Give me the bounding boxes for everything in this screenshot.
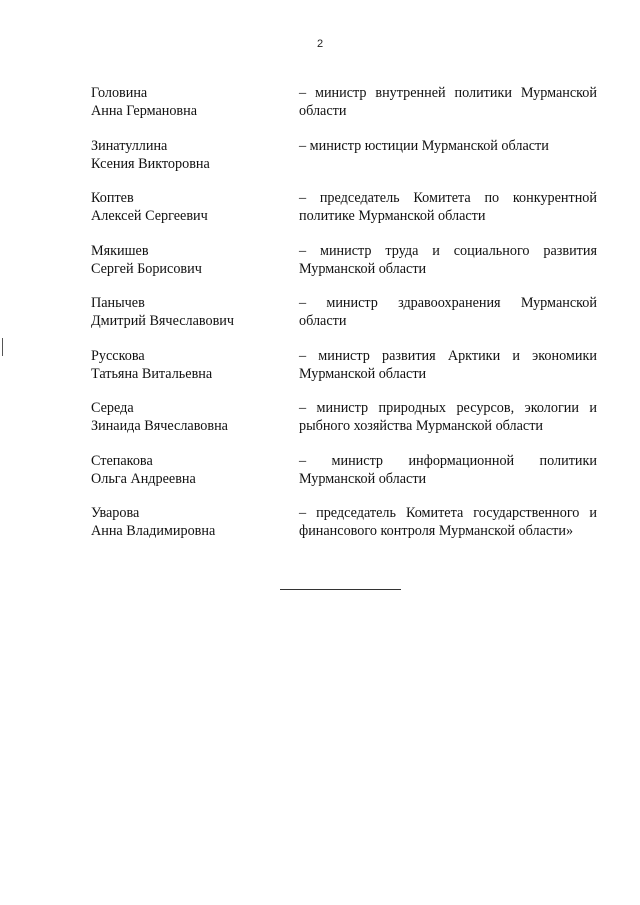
person-position: – министр информационной политики Мурманской области xyxy=(299,452,597,487)
closing-separator-line xyxy=(280,589,401,590)
person-position: – министр внутренней политики Мурманской области xyxy=(299,85,597,119)
person-surname: Коптев xyxy=(91,190,134,206)
person-given-names: Зинаида Вячеславовна xyxy=(91,418,228,434)
person-position: – министр юстиции Мурманской области xyxy=(299,137,549,154)
person-given-names: Дмитрий Вячеславович xyxy=(91,313,235,329)
person-surname: Уварова xyxy=(91,505,140,521)
list-item xyxy=(91,189,597,242)
person-surname: Мякишев xyxy=(91,242,149,259)
person-given-names: Ольга Андреевна xyxy=(91,470,196,487)
person-surname: Середа xyxy=(91,400,134,416)
list-item xyxy=(91,84,597,137)
person-surname: Зинатуллина xyxy=(91,137,168,154)
person-given-names: Алексей Сергеевич xyxy=(91,208,208,224)
person-name xyxy=(91,294,299,330)
person-surname: Степакова xyxy=(91,452,153,469)
person-name xyxy=(91,504,299,540)
person-name xyxy=(91,242,299,278)
person-name xyxy=(91,347,299,383)
list-item xyxy=(91,137,597,190)
list-item xyxy=(91,504,597,557)
person-given-names: Ксения Викторовна xyxy=(91,155,210,172)
person-position: – председатель Комитета государственного и финансового контроля Мурманской области» xyxy=(299,505,597,539)
officials-list xyxy=(91,84,597,557)
person-position: – министр развития Арктики и экономики Мурманской области xyxy=(299,347,597,382)
person-name xyxy=(91,137,299,173)
person-position: – министр труда и социального развития Мурманской области xyxy=(299,242,597,277)
person-given-names: Анна Владимировна xyxy=(91,523,216,539)
list-item xyxy=(91,347,597,400)
person-position: – министр здравоохранения Мурманской области xyxy=(299,295,597,329)
person-position: – председатель Комитета по конкурентной политике Мурманской области xyxy=(299,190,597,224)
list-item xyxy=(91,242,597,295)
person-position: – министр природных ресурсов, экологии и рыбного хозяйства Мурманской области xyxy=(299,400,597,434)
person-surname: Русскова xyxy=(91,347,145,364)
person-surname: Головина xyxy=(91,85,148,101)
page-number: 2 xyxy=(316,38,324,50)
person-given-names: Анна Германовна xyxy=(91,103,198,119)
list-item xyxy=(91,399,597,452)
person-name xyxy=(91,189,299,225)
person-name xyxy=(91,84,299,120)
person-name xyxy=(91,399,299,435)
scan-margin-mark xyxy=(2,338,3,356)
person-surname: Панычев xyxy=(91,295,145,311)
list-item xyxy=(91,452,597,505)
person-given-names: Татьяна Витальевна xyxy=(91,365,213,382)
person-given-names: Сергей Борисович xyxy=(91,260,202,277)
person-name xyxy=(91,452,299,488)
list-item xyxy=(91,294,597,347)
